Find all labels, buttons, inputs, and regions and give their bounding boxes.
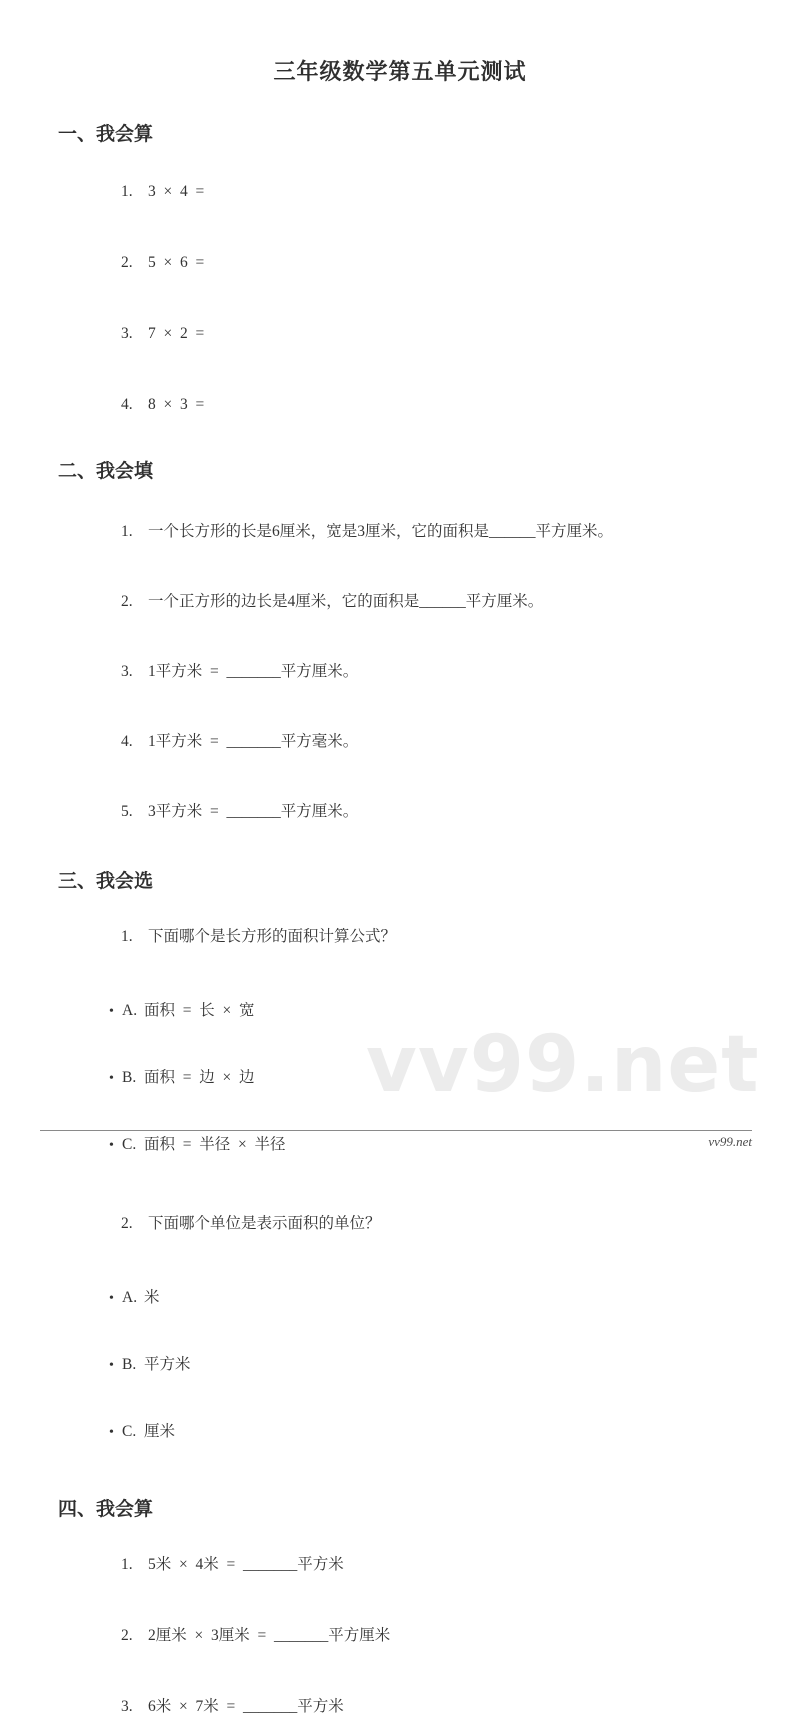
item-number: 2.: [121, 254, 133, 271]
item-number: 1.: [121, 183, 133, 200]
option-text: 平方米: [144, 1356, 191, 1373]
option-label: A.: [122, 1002, 138, 1019]
option-text: 面积 = 半径 × 半径: [144, 1136, 286, 1153]
page-footer: [40, 1130, 752, 1150]
item-text: 5 × 6 =: [148, 254, 205, 271]
section-1: [0, 125, 800, 430]
bullet-icon: •: [109, 1425, 114, 1440]
bullet-icon: •: [109, 1358, 114, 1373]
item-text: 3 × 4 =: [148, 183, 205, 200]
item-number: 1.: [121, 928, 133, 945]
item-number: 2.: [121, 1627, 133, 1644]
item-text: 6米 × 7米 = _______平方米: [148, 1698, 344, 1715]
section-4: [0, 1500, 800, 1732]
item-number: 4.: [121, 733, 133, 750]
option-row: [78, 1406, 800, 1458]
item-text: 1平方米 = _______平方毫米。: [148, 733, 359, 750]
option-label: A.: [122, 1289, 138, 1306]
bullet-icon: •: [109, 1071, 114, 1086]
list-item: [90, 1539, 800, 1590]
option-label: B.: [122, 1069, 137, 1086]
option-label: C.: [122, 1136, 137, 1153]
item-text: 2厘米 × 3厘米 = _______平方厘米: [148, 1627, 391, 1644]
question-text: 下面哪个单位是表示面积的单位？: [148, 1215, 381, 1232]
option-row: [78, 985, 800, 1037]
option-row: [78, 1272, 800, 1324]
item-text: 一个长方形的长是6厘米，宽是3厘米，它的面积是______平方厘米。: [148, 523, 614, 540]
list-item: [90, 576, 800, 627]
question-text: 下面哪个是长方形的面积计算公式？: [148, 928, 397, 945]
section-2: [0, 462, 800, 837]
option-text: 面积 = 长 × 宽: [144, 1002, 255, 1019]
item-number: 3.: [121, 325, 133, 342]
item-number: 3.: [121, 1698, 133, 1715]
item-text: 1平方米 = _______平方厘米。: [148, 663, 359, 680]
list-item: [90, 786, 800, 837]
item-number: 2.: [121, 1215, 133, 1232]
item-text: 3平方米 = _______平方厘米。: [148, 803, 359, 820]
section-4-heading: 四、我会算: [58, 1499, 154, 1520]
item-number: 2.: [121, 593, 133, 610]
section-1-heading: 一、我会算: [58, 124, 154, 145]
item-text: 7 × 2 =: [148, 325, 205, 342]
section-2-heading: 二、我会填: [58, 461, 154, 482]
item-number: 5.: [121, 803, 133, 820]
item-number: 1.: [121, 1556, 133, 1573]
section-3: [0, 872, 800, 1458]
list-item: [90, 379, 800, 430]
option-text: 面积 = 边 × 边: [144, 1069, 255, 1086]
worksheet-content: [0, 58, 800, 1732]
list-item: [90, 1610, 800, 1661]
option-row: [78, 1052, 800, 1104]
item-text: 5米 × 4米 = _______平方米: [148, 1556, 344, 1573]
item-text: 8 × 3 =: [148, 396, 205, 413]
list-item: [90, 506, 800, 557]
item-number: 4.: [121, 396, 133, 413]
watermark-text: vv99.net: [366, 1020, 760, 1110]
list-item: [90, 1681, 800, 1732]
page-title: 三年级数学第五单元测试: [273, 59, 527, 84]
option-text: 米: [144, 1289, 160, 1306]
list-item: [90, 716, 800, 767]
list-item: [90, 166, 800, 217]
option-row: [78, 1339, 800, 1391]
option-label: C.: [122, 1423, 137, 1440]
option-text: 厘米: [144, 1423, 176, 1440]
item-text: 一个正方形的边长是4厘米，它的面积是______平方厘米。: [148, 593, 544, 610]
bullet-icon: •: [109, 1291, 114, 1306]
list-item: [90, 646, 800, 697]
list-item: [90, 237, 800, 288]
section-3-heading: 三、我会选: [58, 871, 154, 892]
question-row: [90, 911, 800, 962]
item-number: 1.: [121, 523, 133, 540]
bullet-icon: •: [109, 1004, 114, 1019]
list-item: [90, 308, 800, 359]
question-row: [90, 1198, 800, 1249]
option-label: B.: [122, 1356, 137, 1373]
item-number: 3.: [121, 663, 133, 680]
bullet-icon: •: [109, 1138, 114, 1153]
footer-site-text: vv99.net: [708, 1134, 752, 1149]
worksheet-page: [0, 58, 800, 1715]
